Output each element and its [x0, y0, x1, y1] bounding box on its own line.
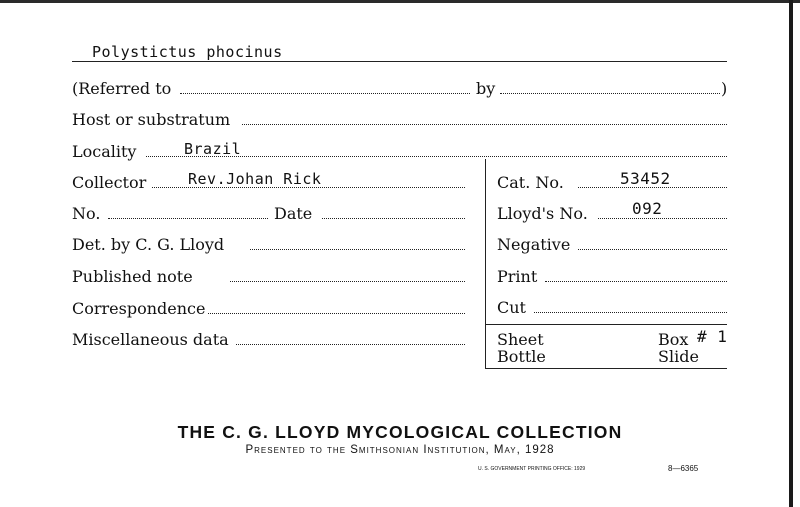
close-paren: )	[721, 79, 728, 98]
lloyds-no-value: 092	[632, 199, 663, 218]
locality-value: Brazil	[184, 140, 242, 158]
no-label: No.	[72, 204, 101, 223]
print-label: Print	[497, 267, 538, 286]
catalog-box-separator	[485, 324, 727, 325]
published-note-line	[230, 281, 465, 282]
cat-no-value: 53452	[620, 169, 671, 188]
cat-no-label: Cat. No.	[497, 173, 564, 192]
slide-label: Slide	[658, 347, 699, 366]
catalog-box-bottom	[485, 368, 727, 369]
card-top-edge	[0, 0, 800, 3]
collector-value: Rev.Johan Rick	[188, 170, 322, 188]
box-value: # 1	[697, 327, 728, 346]
form-number: 8—6365	[668, 464, 699, 473]
referred-to-label: (Referred to	[72, 79, 172, 98]
published-note-label: Published note	[72, 267, 193, 286]
referred-to-line	[180, 93, 470, 94]
negative-label: Negative	[497, 235, 571, 254]
no-line	[108, 218, 268, 219]
collection-subtitle	[0, 444, 800, 456]
date-label: Date	[274, 204, 313, 223]
host-label: Host or substratum	[72, 110, 231, 129]
cut-line	[534, 312, 727, 313]
catalog-box-divider	[485, 159, 486, 369]
miscellaneous-label: Miscellaneous data	[72, 330, 229, 349]
collection-subtitle-text: Presented to the Smithsonian Institution, May, 1928	[245, 444, 555, 456]
species-underline	[72, 61, 727, 62]
lloyds-no-line	[598, 218, 727, 219]
collection-title: THE C. G. LLOYD MYCOLOGICAL COLLECTION	[177, 422, 623, 442]
by-label: by	[476, 79, 496, 98]
correspondence-line	[208, 313, 465, 314]
negative-line	[578, 249, 727, 250]
host-line	[242, 124, 727, 125]
locality-label: Locality	[72, 142, 137, 161]
miscellaneous-line	[236, 344, 465, 345]
sheet-label: Sheet	[497, 330, 544, 349]
printing-office-note: U. S. GOVERNMENT PRINTING OFFICE: 1929	[478, 466, 586, 472]
date-line	[322, 218, 465, 219]
bottle-label: Bottle	[497, 347, 546, 366]
cut-label: Cut	[497, 298, 526, 317]
print-line	[545, 281, 727, 282]
det-by-line	[250, 249, 465, 250]
box-label: Box	[658, 330, 689, 349]
lloyds-no-label: Lloyd's No.	[497, 204, 588, 223]
correspondence-label: Correspondence	[72, 299, 206, 318]
collector-label: Collector	[72, 173, 147, 192]
by-line	[500, 93, 720, 94]
species-name: Polystictus phocinus	[92, 43, 283, 61]
det-by-label: Det. by C. G. Lloyd	[72, 235, 225, 254]
